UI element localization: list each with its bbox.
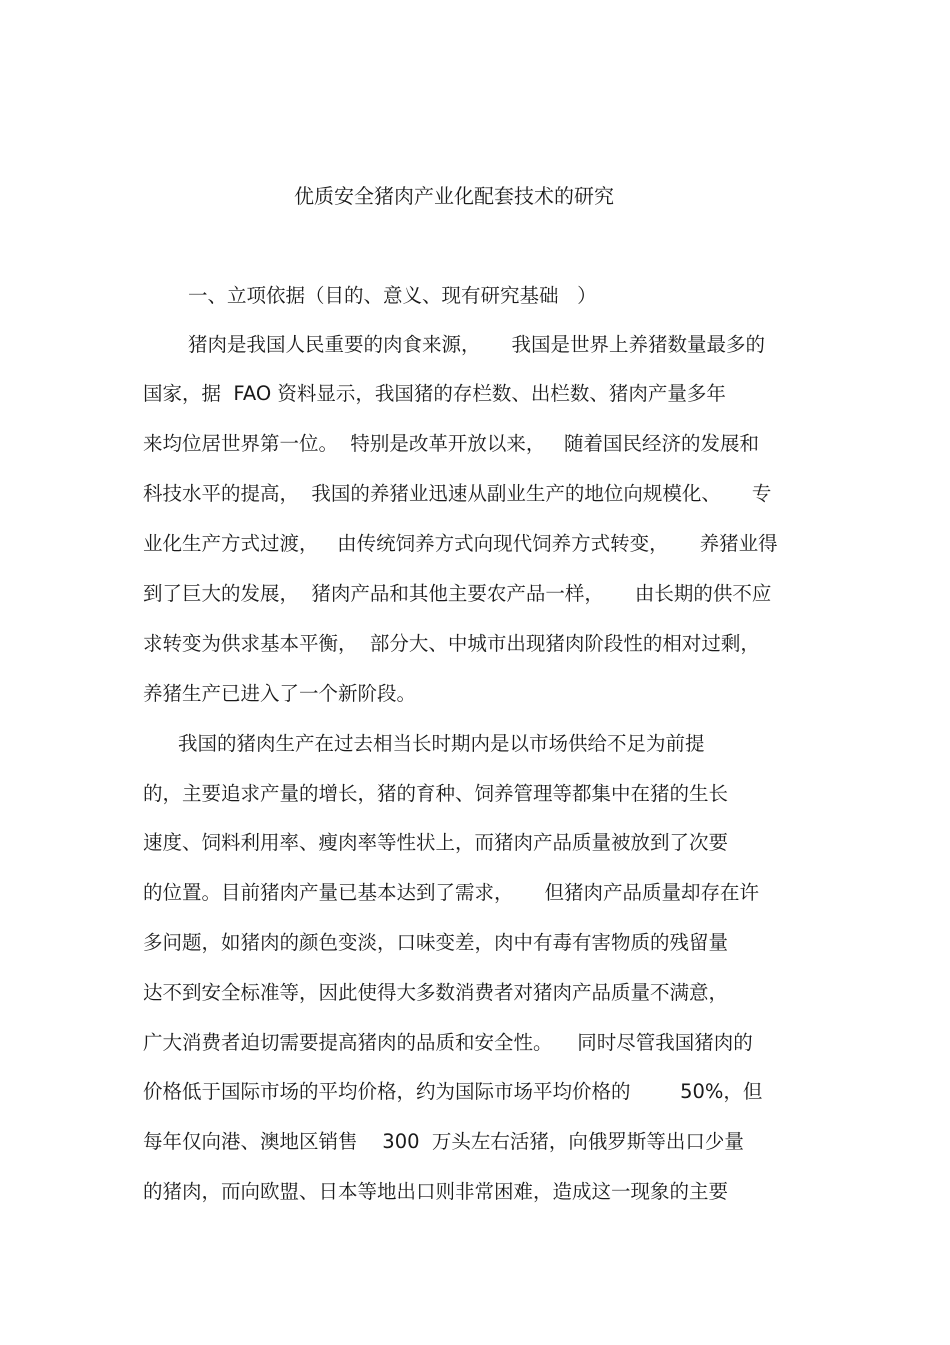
paragraph-line: 求转变为供求基本平衡， 部分大、中城市出现猪肉阶段性的相对过剩， <box>143 632 760 655</box>
paragraph-line: 科技水平的提高， 我国的养猪业迅速从副业生产的地位向规模化、 专 <box>143 482 772 505</box>
paragraph-line: 的位置。目前猪肉产量已基本达到了需求， 但猪肉产品质量却存在许 <box>143 881 759 904</box>
paragraph-line: 猪肉是我国人民重要的肉食来源， 我国是世界上养猪数量最多的 <box>188 333 765 356</box>
document-title: 优质安全猪肉产业化配套技术的研究 <box>294 184 614 208</box>
paragraph-line: 到了巨大的发展， 猪肉产品和其他主要农产品一样， 由长期的供不应 <box>143 582 772 605</box>
paragraph-line: 速度、饲料利用率、瘦肉率等性状上，而猪肉产品质量被放到了次要 <box>143 831 729 854</box>
section-heading: 一、立项依据（目的、意义、现有研究基础 ） <box>188 284 597 307</box>
paragraph-line: 我国的猪肉生产在过去相当长时期内是以市场供给不足为前提 <box>178 732 705 755</box>
paragraph-line: 的，主要追求产量的增长，猪的育种、饲养管理等都集中在猪的生长 <box>143 782 729 805</box>
paragraph-line: 多问题，如猪肉的颜色变淡，口味变差，肉中有毒有害物质的残留量 <box>143 931 729 954</box>
paragraph-line: 每年仅向港、澳地区销售 300 万头左右活猪，向俄罗斯等出口少量 <box>143 1130 744 1153</box>
paragraph-line: 的猪肉，而向欧盟、日本等地出口则非常困难，造成这一现象的主要 <box>143 1180 729 1203</box>
paragraph-line: 价格低于国际市场的平均价格，约为国际市场平均价格的 50%，但 <box>143 1080 763 1103</box>
paragraph-line: 来均位居世界第一位。 特别是改革开放以来， 随着国民经济的发展和 <box>143 432 759 455</box>
paragraph-line: 国家，据 FAO 资料显示，我国猪的存栏数、出栏数、猪肉产量多年 <box>143 382 726 405</box>
paragraph-line: 养猪生产已进入了一个新阶段。 <box>143 682 417 705</box>
paragraph-line: 广大消费者迫切需要提高猪肉的品质和安全性。 同时尽管我国猪肉的 <box>143 1031 753 1054</box>
paragraph-line: 达不到安全标准等，因此使得大多数消费者对猪肉产品质量不满意， <box>143 981 729 1004</box>
paragraph-line: 业化生产方式过渡， 由传统饲养方式向现代饲养方式转变， 养猪业得 <box>143 532 778 555</box>
